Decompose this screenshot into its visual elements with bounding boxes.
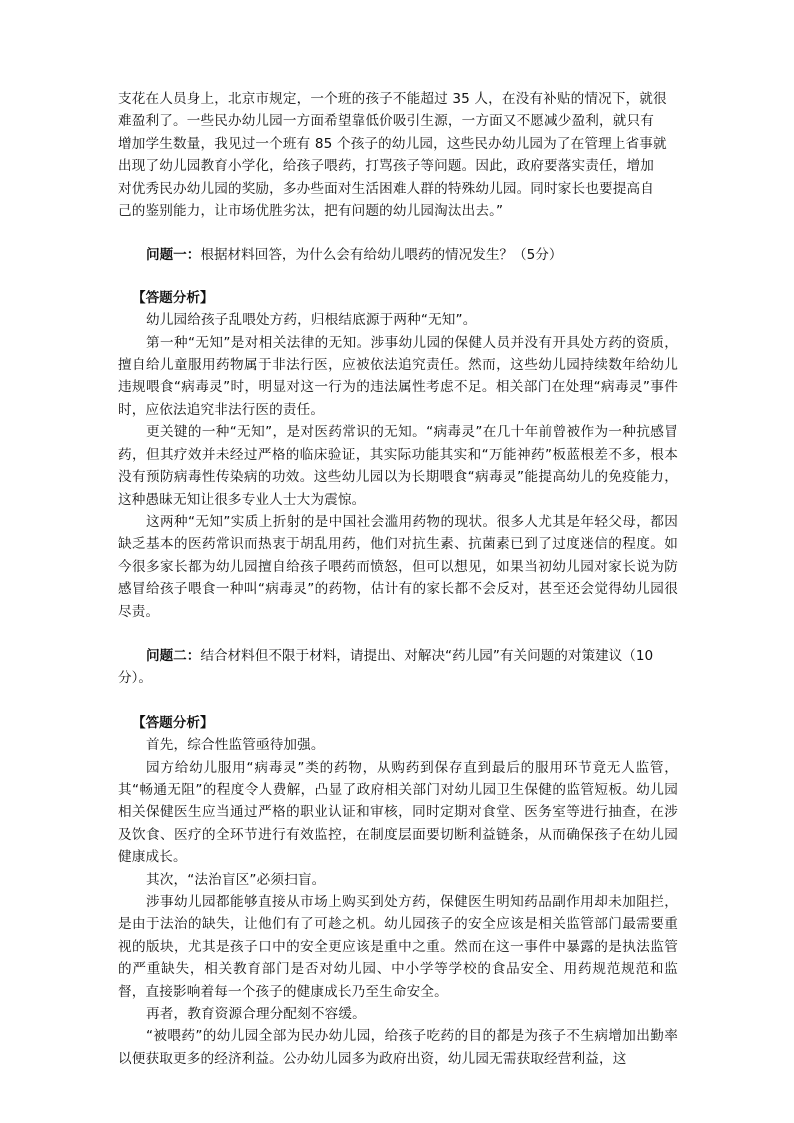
paragraph: 首先，综合性监管亟待加强。 xyxy=(146,737,325,754)
question-text: 结合材料但不限于材料，请提出、对解决“药儿园”有关问题的对策建议（10分）。 xyxy=(118,647,654,687)
question-label: 问题一： xyxy=(146,247,201,264)
paragraph: 涉事幼儿园都能够直接从市场上购买到处方药，保健医生明知药品副作用却未加阻拦，是由于法治的缺失，让他们有了可趁之机。幼儿园孩子的安全应该是相关监管部门最需要重视的版块，尤其是孩子口中的安全更应该是重中之重。然而在这一事件中暴露的是执法监管的严重缺失，相关教育部门是否对幼儿园、中小学等学校的食品安全、用药规范规范和监督，直接影响着每一个孩子的健康成长乃至生命安全。 xyxy=(118,894,678,1000)
paragraph: 幼儿园给孩子乱喂处方药，归根结底源于两种“无知”。 xyxy=(146,312,477,329)
text-line: 支花在人员身上，北京市规定，一个班的孩子不能超过 35 人，在没有补贴的情况下，就很 xyxy=(118,91,667,107)
question-text: 根据材料回答，为什么会有给幼儿喂药的情况发生？（5分） xyxy=(200,247,563,264)
paragraph: “被喂药”的幼儿园全部为民办幼儿园，给孩子吃药的目的都是为孩子不生病增加出勤率以便获取更多的经济利益。公办幼儿园多为政府出资，幼儿园无需获取经营利益，这 xyxy=(118,1028,678,1067)
question-one xyxy=(118,244,678,266)
analysis-one-body xyxy=(118,309,678,623)
text-line: 难盈利了。一些民办幼儿园一方面希望靠低价吸引生源，一方面又不愿减少盈利，就只有 xyxy=(118,113,655,130)
text-line: 增加学生数量，我见过一个班有 85 个孩子的幼儿园，这些民办幼儿园为了在管理上省事就 xyxy=(118,135,667,152)
analysis-heading: 【答题分析】 xyxy=(132,289,214,306)
analysis-two-body xyxy=(118,734,678,1070)
text-line: 己的鉴别能力，让市场优胜劣汰，把有问题的幼儿园淘汰出去。” xyxy=(118,203,504,220)
analysis-heading: 【答题分析】 xyxy=(132,714,214,731)
text-line: 出现了幼儿园教育小学化，给孩子喂药，打骂孩子等问题。因此，政府要落实责任，增加 xyxy=(118,158,655,175)
text-line: 对优秀民办幼儿园的奖励，多办些面对生活困难人群的特殊幼儿园。同时家长也要提高自 xyxy=(118,180,655,197)
document-page xyxy=(118,88,678,1070)
paragraph: 更关键的一种“无知”，是对医药常识的无知。“病毒灵”在几十年前曾被作为一种抗感冒药，但其疗效并未经过严格的临床验证，其实际功能其实和“万能神药”板蓝根差不多，根本没有预防病毒性传染病的功效。这些幼儿园以为长期喂食“病毒灵”能提高幼儿的免疫能力，这种愚昧无知让很多专业人士大为震惊。 xyxy=(118,424,678,508)
intro-paragraph xyxy=(118,88,678,222)
question-two xyxy=(118,645,678,690)
paragraph: 其次，“法治盲区”必须扫盲。 xyxy=(146,871,326,888)
paragraph: 第一种“无知”是对相关法律的无知。涉事幼儿园的保健人员并没有开具处方药的资质，擅自给儿童服用药物属于非法行医，应被依法追究责任。然而，这些幼儿园持续数年给幼儿违规喂食“病毒灵”时，明显对这一行为的违法属性考虑不足。相关部门在处理“病毒灵”事件时，应依法追究非法行医的责任。 xyxy=(118,334,678,418)
paragraph: 这两种“无知”实质上折射的是中国社会滥用药物的现状。很多人尤其是年轻父母，都因缺乏基本的医药常识而热衷于胡乱用药，他们对抗生素、抗菌素已到了过度迷信的程度。如今很多家长都为幼儿园擅自给孩子喂药而愤怒，但可以想见，如果当初幼儿园对家长说为防感冒给孩子喂食一种叫“病毒灵”的药物，估计有的家长都不会反对，甚至还会觉得幼儿园很尽责。 xyxy=(118,513,678,620)
question-label: 问题二： xyxy=(146,647,201,664)
paragraph: 再者，教育资源合理分配刻不容缓。 xyxy=(146,1006,366,1023)
paragraph: 园方给幼儿服用“病毒灵”类的药物，从购药到保存直到最后的服用环节竟无人监管，其“畅通无阻”的程度令人费解，凸显了政府相关部门对幼儿园卫生保健的监管短板。幼儿园相关保健医生应当通过严格的职业认证和审核，同时定期对食堂、医务室等进行抽查，在涉及饮食、医疗的全环节进行有效监控，在制度层面要切断利益链条，从而确保孩子在幼儿园健康成长。 xyxy=(118,759,678,866)
